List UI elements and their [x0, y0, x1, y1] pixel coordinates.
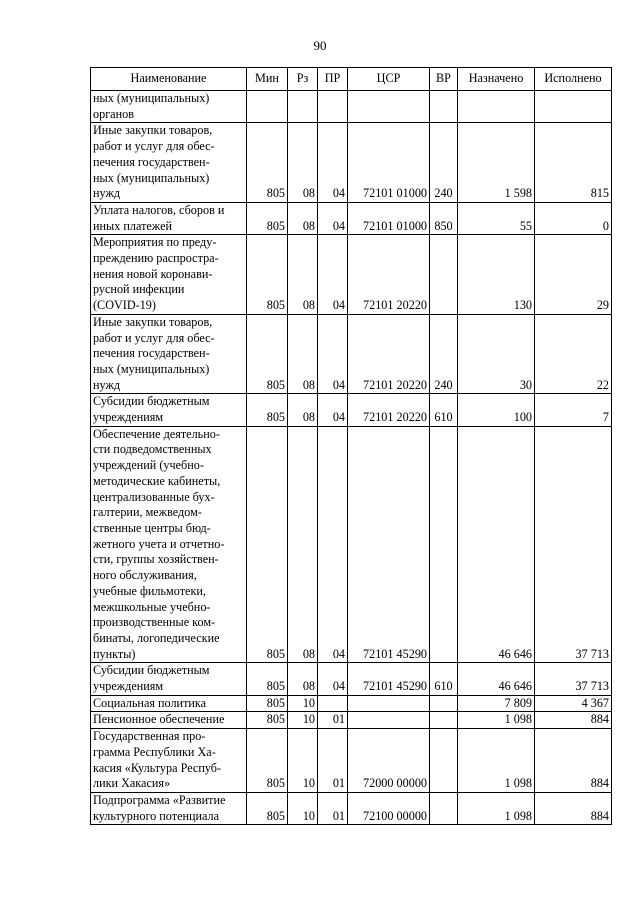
row-pr: 04	[318, 202, 348, 234]
row-assigned: 130	[458, 235, 535, 315]
row-executed	[535, 91, 612, 123]
row-name: ных (муниципальных) органов	[91, 91, 247, 123]
row-min	[247, 91, 288, 123]
row-min: 805	[247, 202, 288, 234]
row-rz: 10	[288, 729, 318, 793]
row-csr: 72101 01000	[348, 123, 430, 203]
row-csr: 72000 00000	[348, 729, 430, 793]
row-rz: 10	[288, 792, 318, 824]
table-row	[91, 394, 612, 426]
table-row	[91, 426, 612, 663]
row-min: 805	[247, 792, 288, 824]
row-pr: 04	[318, 426, 348, 663]
row-rz: 10	[288, 712, 318, 729]
row-executed: 0	[535, 202, 612, 234]
row-rz: 08	[288, 202, 318, 234]
header-assigned: Назначено	[458, 68, 535, 91]
row-rz: 08	[288, 426, 318, 663]
row-rz: 08	[288, 123, 318, 203]
row-csr	[348, 91, 430, 123]
table-row	[91, 235, 612, 315]
row-assigned: 30	[458, 314, 535, 394]
row-executed: 37 713	[535, 426, 612, 663]
table-row	[91, 712, 612, 729]
row-name: Иные закупки товаров, работ и услуг для обес- печения государствен- ных (муниципальных) нужд	[91, 123, 247, 203]
table-row	[91, 663, 612, 695]
row-assigned	[458, 91, 535, 123]
row-assigned: 46 646	[458, 426, 535, 663]
row-assigned: 55	[458, 202, 535, 234]
row-executed: 884	[535, 729, 612, 793]
row-rz: 08	[288, 314, 318, 394]
row-assigned: 1 098	[458, 712, 535, 729]
row-rz: 10	[288, 695, 318, 712]
row-pr	[318, 695, 348, 712]
row-name: Мероприятия по преду- преждению распростра- нения новой коронави- русной инфекции (COVID-19)	[91, 235, 247, 315]
row-assigned: 7 809	[458, 695, 535, 712]
row-vr	[430, 426, 458, 663]
row-pr: 01	[318, 792, 348, 824]
row-vr	[430, 729, 458, 793]
row-executed: 884	[535, 712, 612, 729]
row-vr	[430, 792, 458, 824]
row-executed: 37 713	[535, 663, 612, 695]
row-csr: 72101 20220	[348, 394, 430, 426]
row-pr: 04	[318, 235, 348, 315]
row-executed: 7	[535, 394, 612, 426]
table-row	[91, 792, 612, 824]
header-executed: Исполнено	[535, 68, 612, 91]
row-rz	[288, 91, 318, 123]
row-assigned: 1 098	[458, 729, 535, 793]
header-name: Наименование	[91, 68, 247, 91]
header-pr: ПР	[318, 68, 348, 91]
row-vr: 850	[430, 202, 458, 234]
budget-table	[90, 67, 612, 825]
header-csr: ЦСР	[348, 68, 430, 91]
row-vr	[430, 91, 458, 123]
row-name: Социальная политика	[91, 695, 247, 712]
row-pr: 04	[318, 663, 348, 695]
row-vr	[430, 695, 458, 712]
row-name: Иные закупки товаров, работ и услуг для обес- печения государствен- ных (муниципальных) нужд	[91, 314, 247, 394]
row-csr: 72101 01000	[348, 202, 430, 234]
row-csr	[348, 712, 430, 729]
row-rz: 08	[288, 394, 318, 426]
row-vr: 240	[430, 123, 458, 203]
row-name: Субсидии бюджетным учреждениям	[91, 394, 247, 426]
row-csr: 72101 45290	[348, 426, 430, 663]
row-min: 805	[247, 235, 288, 315]
row-executed: 4 367	[535, 695, 612, 712]
row-name: Субсидии бюджетным учреждениям	[91, 663, 247, 695]
row-rz: 08	[288, 663, 318, 695]
row-vr: 240	[430, 314, 458, 394]
row-csr: 72100 00000	[348, 792, 430, 824]
row-name: Государственная про- грамма Республики Ха- касия «Культура Респуб- лики Хакасия»	[91, 729, 247, 793]
row-min: 805	[247, 123, 288, 203]
row-min: 805	[247, 394, 288, 426]
row-executed: 884	[535, 792, 612, 824]
row-csr: 72101 20220	[348, 235, 430, 315]
row-name: Уплата налогов, сборов и иных платежей	[91, 202, 247, 234]
row-executed: 29	[535, 235, 612, 315]
header-row	[91, 68, 612, 91]
row-name: Обеспечение деятельно- сти подведомственных учреждений (учебно- методические кабинеты, централизованные бух- галтерии, межведом- ственные центры бюд- жетного учета и отчетно- сти, группы хозяйствен- ного обслуживания, учебные фильмотеки, межшкольные учебно- производственные ком- бинаты, логопедические пункты)	[91, 426, 247, 663]
row-vr	[430, 712, 458, 729]
header-rz: Рз	[288, 68, 318, 91]
row-name: Подпрограмма «Развитие культурного потенциала	[91, 792, 247, 824]
table-row	[91, 314, 612, 394]
row-pr: 01	[318, 729, 348, 793]
row-pr: 04	[318, 394, 348, 426]
row-pr: 04	[318, 314, 348, 394]
row-name: Пенсионное обеспечение	[91, 712, 247, 729]
table-row	[91, 695, 612, 712]
header-vr: ВР	[430, 68, 458, 91]
row-vr	[430, 235, 458, 315]
row-pr	[318, 91, 348, 123]
row-min: 805	[247, 712, 288, 729]
row-vr: 610	[430, 394, 458, 426]
row-assigned: 1 098	[458, 792, 535, 824]
page-number: 90	[313, 38, 327, 53]
row-csr: 72101 20220	[348, 314, 430, 394]
row-min: 805	[247, 695, 288, 712]
table-row	[91, 91, 612, 123]
row-min: 805	[247, 314, 288, 394]
row-min: 805	[247, 426, 288, 663]
table-row	[91, 123, 612, 203]
row-csr: 72101 45290	[348, 663, 430, 695]
row-min: 805	[247, 729, 288, 793]
row-csr	[348, 695, 430, 712]
row-vr: 610	[430, 663, 458, 695]
row-min: 805	[247, 663, 288, 695]
row-pr: 04	[318, 123, 348, 203]
row-assigned: 100	[458, 394, 535, 426]
row-pr: 01	[318, 712, 348, 729]
table-row	[91, 729, 612, 793]
row-assigned: 1 598	[458, 123, 535, 203]
row-assigned: 46 646	[458, 663, 535, 695]
row-executed: 815	[535, 123, 612, 203]
row-executed: 22	[535, 314, 612, 394]
header-min: Мин	[247, 68, 288, 91]
row-rz: 08	[288, 235, 318, 315]
table-row	[91, 202, 612, 234]
